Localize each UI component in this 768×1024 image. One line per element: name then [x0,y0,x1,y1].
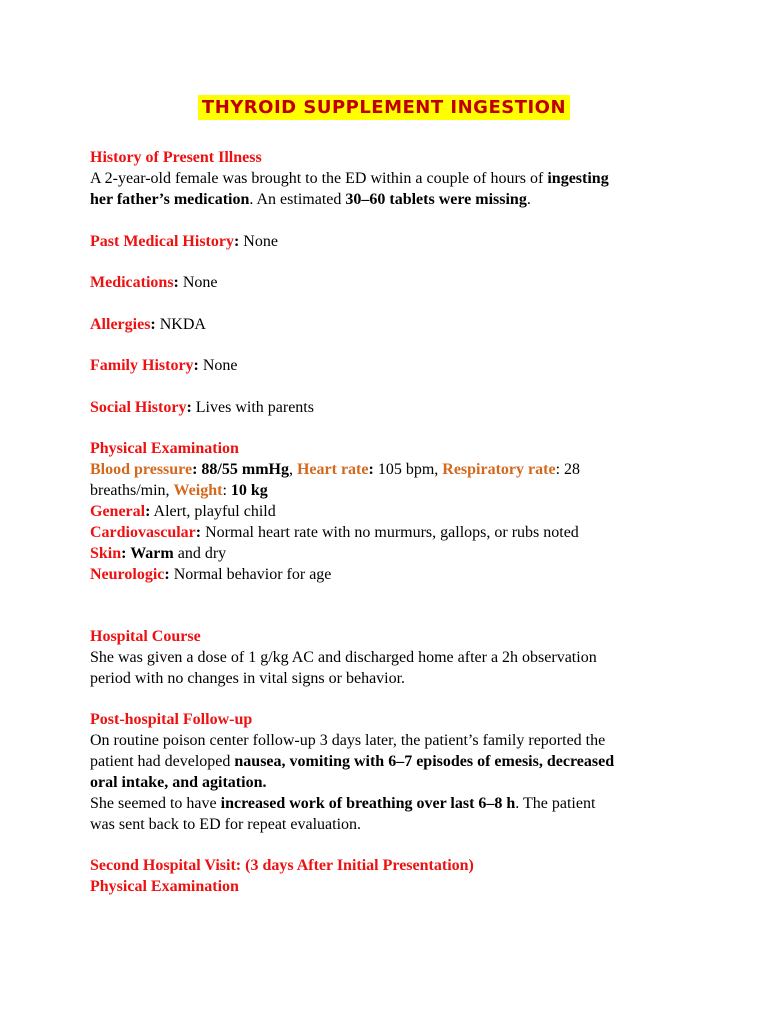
separator: , [288,461,297,478]
hpi-bold-text: her father’s medication [90,191,250,208]
rr-label: Respiratory rate [442,461,556,478]
allergies-value: NKDA [155,316,206,333]
allergies-colon: : [150,316,156,333]
document-title: THYROID SUPPLEMENT INGESTION [198,95,570,120]
general-label: General [90,503,146,520]
family-history-value: None [198,357,238,374]
hpi-heading: History of Present Illness [90,149,262,166]
followup-line-3: oral intake, and agitation. [90,774,267,791]
social-history-line [90,398,314,418]
rr-unit: breaths/min, [90,482,174,499]
hpi-text: A 2-year-old female was brought to the ED within a couple of hours of [90,170,548,187]
general-value: Alert, playful child [150,503,276,520]
hr-value: 105 bpm, [373,461,443,478]
hr-label: Heart rate [296,461,369,478]
family-history-line [90,356,238,376]
followup-line-5: was sent back to ED for repeat evaluation. [90,816,362,833]
hr-colon: : [368,461,374,478]
weight-colon: : [222,482,231,499]
skin-line [90,544,226,564]
hpi-text: . An estimated [249,191,346,208]
cardiovascular-label: Cardiovascular [90,524,196,541]
medications-label: Medications [90,274,174,291]
exam-heading: Physical Examination [90,440,239,457]
family-history-label: Family History [90,357,194,374]
weight-value: 10 kg [230,482,268,499]
hospital-course-line-1: She was given a dose of 1 g/kg AC and discharged home after a 2h observation [90,649,597,666]
hpi-text: . [526,191,531,208]
followup-heading: Post-hospital Follow-up [90,711,253,728]
hospital-course-line-2: period with no changes in vital signs or behavior. [90,670,406,687]
social-history-value: Lives with parents [191,399,314,416]
vitals-line-2 [90,481,268,501]
neurologic-colon: : [164,566,170,583]
general-line [90,502,276,522]
allergies-line [90,315,206,335]
hpi-line-1 [90,169,609,189]
second-visit-heading: Second Hospital Visit: (3 days After Initial Presentation) [90,857,474,874]
skin-bold-value: Warm [130,545,174,562]
cardiovascular-colon: : [195,524,202,541]
pmh-value: None [239,233,278,250]
social-history-colon: : [186,399,192,416]
cardiovascular-value: Normal heart rate with no murmurs, gallops, or rubs noted [201,524,579,541]
followup-line-1: On routine poison center follow-up 3 days later, the patient’s family reported the [90,732,606,749]
bp-label: Blood pressure [90,461,193,478]
rr-value: : 28 [555,461,581,478]
vitals-line-1 [90,460,580,480]
medications-colon: : [173,274,179,291]
medications-line [90,273,218,293]
cardiovascular-line [90,523,579,543]
skin-colon: : [121,545,131,562]
hpi-bold-text: 30–60 tablets were missing [345,191,527,208]
general-colon: : [145,503,151,520]
allergies-label: Allergies [90,316,151,333]
followup-text: patient had developed [90,753,235,770]
pmh-label: Past Medical History [90,233,234,250]
followup-bold-text: nausea, vomiting with 6–7 episodes of emesis, decreased [234,753,615,770]
neurologic-value: Normal behavior for age [169,566,332,583]
hospital-course-heading: Hospital Course [90,628,201,645]
pmh-colon: : [233,233,240,250]
skin-label: Skin [90,545,122,562]
second-visit-exam-heading: Physical Examination [90,878,239,895]
followup-bold-text: increased work of breathing over last 6–8 h [220,795,516,812]
family-history-colon: : [193,357,199,374]
followup-text: She seemed to have [90,795,221,812]
pmh-line [90,232,278,252]
followup-text: . The patient [515,795,596,812]
neurologic-line [90,565,331,585]
social-history-label: Social History [90,399,187,416]
skin-value: and dry [173,545,227,562]
medications-value: None [178,274,218,291]
hpi-bold-text: ingesting [547,170,609,187]
bp-value: : 88/55 mmHg [192,461,289,478]
hpi-line-2 [90,190,531,210]
weight-label: Weight [173,482,223,499]
followup-line-4 [90,794,595,814]
neurologic-label: Neurologic [90,566,165,583]
title-block [0,95,768,120]
followup-line-2 [90,752,614,772]
